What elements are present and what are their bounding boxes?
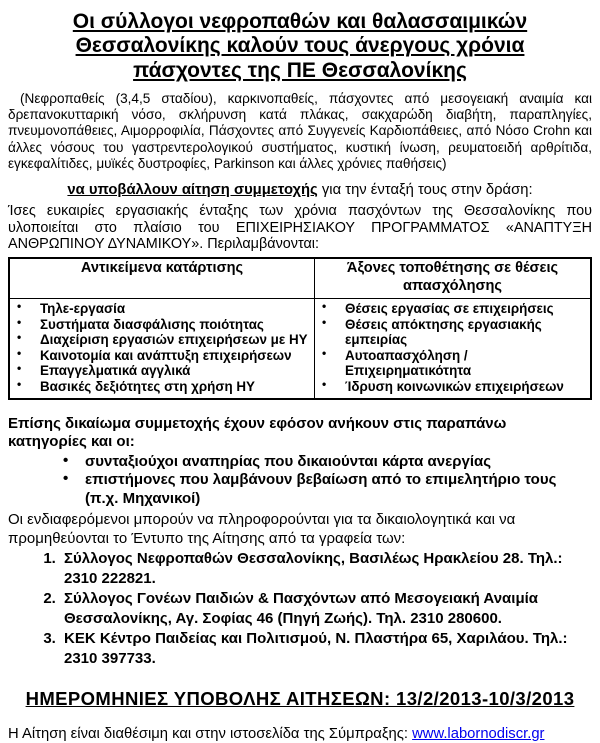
diseases-paragraph: (Νεφροπαθείς (3,4,5 σταδίου), καρκινοπαθείς, πάσχοντες από μεσογειακή αναιμία και δρεπανοκυτταρική νόσο, σκλήρυνση κατά πλάκας, σακχαρώδη διαβήτη, παραπληγίες, πνευμονοπάθειες, Αιμορροφιλία, Πάσχοντες από Συγγενείς Καρδιοπάθειες, από Νόσο Crohn και άλλες νόσους του γαστρεντερολογικού συστήματος, κυστική ίνωση, ρευματοειδή αρθρίτιδα, εγκεφαλίτιδες, μυϊκές δυστροφίες, Parkinson και άλλες χρόνιες παθήσεις): [8, 91, 592, 171]
office-list-item: 2. Σύλλογος Γονέων Παιδιών & Πασχόντων από Μεσογειακή Αναιμία Θεσσαλονίκης, Αγ. Σοφίας 46 (Πηγή Ζωής). Τηλ. 2310 280600.: [60, 589, 592, 628]
list-item: • Διαχείριση εργασιών επιχειρήσεων με ΗΥ: [14, 332, 310, 348]
training-subjects-cell: [9, 299, 315, 399]
table-header-placement-axes: Άξονες τοποθέτησης σε θέσεις απασχόλησης: [315, 258, 591, 299]
title-line-2: Θεσσαλονίκης καλούν τους άνεργους χρόνια: [75, 34, 525, 58]
call-to-action-rest: για την ένταξή τους στην δράση:: [317, 181, 533, 198]
list-item: • Συστήματα διασφάλισης ποιότητας: [14, 317, 310, 333]
eligibility-list: [8, 453, 568, 508]
placement-axes-cell: [315, 299, 591, 399]
list-item: • Θέσεις εργασίας σε επιχειρήσεις: [319, 301, 586, 317]
list-item: • Επαγγελματικά αγγλικά: [14, 363, 310, 379]
call-to-action: [8, 182, 592, 200]
training-table: [8, 257, 592, 399]
list-item: • Βασικές δεξιότητες στη χρήση ΗΥ: [14, 379, 310, 395]
title-line-1: Οι σύλλογοι νεφροπαθών και θαλασσαιμικών: [72, 10, 528, 33]
call-to-action-highlight: να υποβάλλουν αίτηση συμμετοχής: [67, 181, 318, 198]
page-title: [26, 10, 574, 83]
training-subjects-list: [12, 301, 312, 394]
list-item: • Τηλε-εργασία: [14, 301, 310, 317]
footer-note: [8, 725, 592, 743]
office-list-item: 1. Σύλλογος Νεφροπαθών Θεσσαλονίκης, Βασιλέως Ηρακλείου 28. Τηλ.: 2310 222821.: [60, 549, 592, 588]
list-item: • Καινοτομία και ανάπτυξη επιχειρήσεων: [14, 348, 310, 364]
list-item: • Θέσεις απόκτησης εργασιακής εμπειρίας: [319, 317, 586, 348]
website-link[interactable]: www.labornodiscr.gr: [412, 725, 545, 742]
table-body-row: [9, 299, 591, 399]
office-list-item: 3. ΚΕΚ Κέντρο Παιδείας και Πολιτισμού, Ν. Πλαστήρα 65, Χαριλάου. Τηλ.: 2310 397733.: [60, 629, 592, 668]
eligibility-intro: Επίσης δικαίωμα συμμετοχής έχουν εφόσον ανήκουν στις παραπάνω κατηγορίες και οι:: [8, 414, 507, 450]
list-item: • συνταξιούχοι αναπηρίας που δικαιούνται κάρτα ανεργίας: [8, 453, 568, 471]
list-item: • επιστήμονες που λαμβάνουν βεβαίωση από το επιμελητήριο τους (π.χ. Μηχανικοί): [8, 471, 568, 508]
list-item: • Ίδρυση κοινωνικών επιχειρήσεων: [319, 379, 586, 395]
deadline-heading: ΗΜΕΡΟΜΗΝΙΕΣ ΥΠΟΒΟΛΗΣ ΑΙΤΗΣΕΩΝ: 13/2/2013-10/3/2013: [25, 688, 575, 710]
footer-text: Η Αίτηση είναι διαθέσιμη και στην ιστοσελίδα της Σύμπραξης:: [8, 725, 413, 742]
table-header-training-subjects: Αντικείμενα κατάρτισης: [9, 258, 315, 299]
list-item: • Αυτοαπασχόληση / Επιχειρηματικότητα: [319, 348, 586, 379]
placement-axes-list: [317, 301, 588, 394]
table-header-row: [9, 258, 591, 299]
offices-list: [8, 549, 592, 668]
program-paragraph: Ίσες ευκαιρίες εργασιακής ένταξης των χρόνια πασχόντων της Θεσσαλονίκης που υλοποιείται στο πλαίσιο του ΕΠΙΧΕΙΡΗΣΙΑΚΟΥ ΠΡΟΓΡΑΜΜΑΤΟΣ «ΑΝΑΠΤΥΞΗ ΑΝΘΡΩΠΙΝΟΥ ΔΥΝΑΜΙΚΟΥ». Περιλαμβάνονται:: [8, 202, 592, 253]
info-paragraph: Οι ενδιαφερόμενοι μπορούν να πληροφορούνται για τα δικαιολογητικά και να προμηθεύονται το Έντυπο της Αίτησης από τα γραφεία των:: [8, 510, 516, 547]
title-line-3: πάσχοντες της ΠΕ Θεσσαλονίκης: [133, 58, 467, 82]
